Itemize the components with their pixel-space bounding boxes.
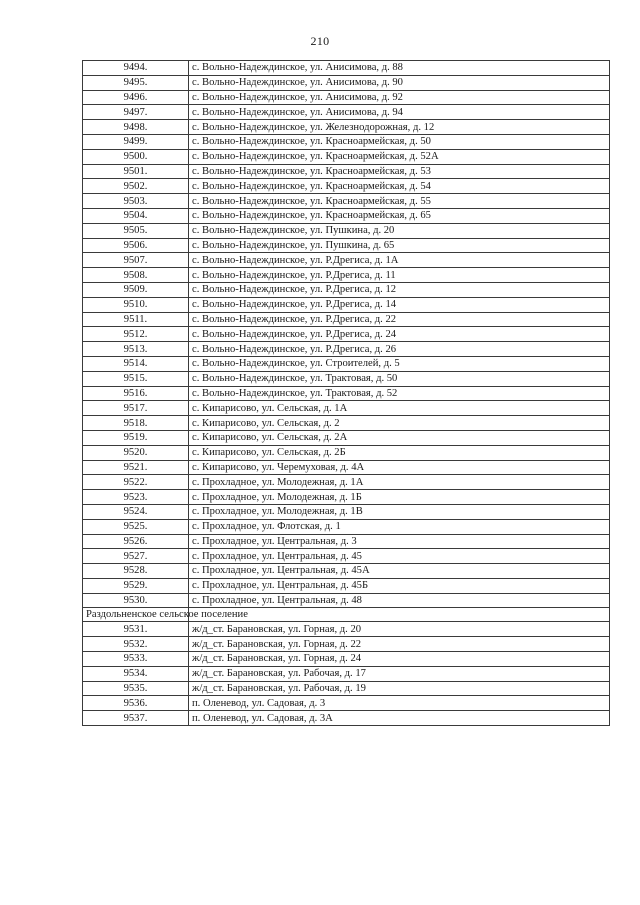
row-address: с. Вольно-Надеждинское, ул. Р.Дрегиса, д. 24 bbox=[189, 327, 610, 342]
row-number: 9523. bbox=[83, 490, 189, 505]
row-number: 9494. bbox=[83, 61, 189, 76]
row-address: с. Кипарисово, ул. Сельская, д. 2Б bbox=[189, 445, 610, 460]
row-number: 9500. bbox=[83, 149, 189, 164]
row-number: 9516. bbox=[83, 386, 189, 401]
row-number: 9515. bbox=[83, 371, 189, 386]
table-row bbox=[83, 134, 610, 149]
row-number: 9502. bbox=[83, 179, 189, 194]
table-row bbox=[83, 342, 610, 357]
row-address: с. Вольно-Надеждинское, ул. Анисимова, д. 92 bbox=[189, 90, 610, 105]
row-address: с. Вольно-Надеждинское, ул. Строителей, д. 5 bbox=[189, 356, 610, 371]
section-row bbox=[83, 608, 610, 622]
row-address: с. Вольно-Надеждинское, ул. Анисимова, д. 94 bbox=[189, 105, 610, 120]
row-number: 9533. bbox=[83, 652, 189, 667]
row-address: с. Прохладное, ул. Центральная, д. 45А bbox=[189, 564, 610, 579]
table-row bbox=[83, 386, 610, 401]
row-address: с. Вольно-Надеждинское, ул. Анисимова, д. 88 bbox=[189, 61, 610, 76]
row-address: ж/д_ст. Барановская, ул. Горная, д. 20 bbox=[189, 622, 610, 637]
row-address: с. Прохладное, ул. Молодежная, д. 1В bbox=[189, 504, 610, 519]
table-row bbox=[83, 666, 610, 681]
row-number: 9503. bbox=[83, 194, 189, 209]
row-address: с. Вольно-Надеждинское, ул. Трактовая, д. 50 bbox=[189, 371, 610, 386]
table-row bbox=[83, 490, 610, 505]
section-address-cell bbox=[189, 608, 610, 622]
row-address: с. Кипарисово, ул. Сельская, д. 2А bbox=[189, 430, 610, 445]
table-body-part2 bbox=[83, 622, 610, 726]
table-row bbox=[83, 179, 610, 194]
row-number: 9525. bbox=[83, 519, 189, 534]
row-number: 9496. bbox=[83, 90, 189, 105]
row-address: с. Вольно-Надеждинское, ул. Р.Дрегиса, д. 14 bbox=[189, 297, 610, 312]
table-row bbox=[83, 312, 610, 327]
row-address: с. Вольно-Надеждинское, ул. Красноармейская, д. 52А bbox=[189, 149, 610, 164]
row-number: 9529. bbox=[83, 578, 189, 593]
row-address: с. Вольно-Надеждинское, ул. Красноармейская, д. 55 bbox=[189, 194, 610, 209]
table-row bbox=[83, 549, 610, 564]
row-address: с. Вольно-Надеждинское, ул. Пушкина, д. 65 bbox=[189, 238, 610, 253]
table-row bbox=[83, 223, 610, 238]
table-row bbox=[83, 75, 610, 90]
row-address: с. Кипарисово, ул. Черемуховая, д. 4А bbox=[189, 460, 610, 475]
row-number: 9532. bbox=[83, 637, 189, 652]
table-row bbox=[83, 149, 610, 164]
row-address: ж/д_ст. Барановская, ул. Горная, д. 24 bbox=[189, 652, 610, 667]
row-number: 9508. bbox=[83, 268, 189, 283]
table-row bbox=[83, 120, 610, 135]
row-address: с. Прохладное, ул. Центральная, д. 45 bbox=[189, 549, 610, 564]
row-number: 9531. bbox=[83, 622, 189, 637]
row-address: с. Прохладное, ул. Молодежная, д. 1А bbox=[189, 475, 610, 490]
row-number: 9517. bbox=[83, 401, 189, 416]
page-number: 210 bbox=[310, 34, 330, 48]
address-table bbox=[82, 60, 610, 726]
row-number: 9521. bbox=[83, 460, 189, 475]
row-number: 9535. bbox=[83, 681, 189, 696]
table-row bbox=[83, 282, 610, 297]
row-number: 9497. bbox=[83, 105, 189, 120]
row-address: ж/д_ст. Барановская, ул. Рабочая, д. 19 bbox=[189, 681, 610, 696]
table-section bbox=[83, 608, 610, 622]
row-address: с. Прохладное, ул. Центральная, д. 45Б bbox=[189, 578, 610, 593]
table-row bbox=[83, 460, 610, 475]
table-row bbox=[83, 90, 610, 105]
row-address: с. Прохладное, ул. Флотская, д. 1 bbox=[189, 519, 610, 534]
table-row bbox=[83, 652, 610, 667]
row-number: 9498. bbox=[83, 120, 189, 135]
row-address: с. Вольно-Надеждинское, ул. Анисимова, д. 90 bbox=[189, 75, 610, 90]
table-row bbox=[83, 578, 610, 593]
table-row bbox=[83, 356, 610, 371]
table-row bbox=[83, 593, 610, 608]
row-number: 9537. bbox=[83, 711, 189, 726]
table-row bbox=[83, 61, 610, 76]
row-address: с. Кипарисово, ул. Сельская, д. 2 bbox=[189, 416, 610, 431]
row-number: 9504. bbox=[83, 208, 189, 223]
table-row bbox=[83, 208, 610, 223]
row-number: 9513. bbox=[83, 342, 189, 357]
row-number: 9511. bbox=[83, 312, 189, 327]
row-number: 9501. bbox=[83, 164, 189, 179]
row-address: с. Вольно-Надеждинское, ул. Красноармейская, д. 65 bbox=[189, 208, 610, 223]
row-address: ж/д_ст. Барановская, ул. Рабочая, д. 17 bbox=[189, 666, 610, 681]
row-address: ж/д_ст. Барановская, ул. Горная, д. 22 bbox=[189, 637, 610, 652]
table-row bbox=[83, 564, 610, 579]
row-address: с. Вольно-Надеждинское, ул. Трактовая, д. 52 bbox=[189, 386, 610, 401]
row-number: 9505. bbox=[83, 223, 189, 238]
table-row bbox=[83, 681, 610, 696]
row-address: с. Вольно-Надеждинское, ул. Р.Дрегиса, д. 11 bbox=[189, 268, 610, 283]
row-number: 9524. bbox=[83, 504, 189, 519]
table-row bbox=[83, 519, 610, 534]
row-address: с. Вольно-Надеждинское, ул. Р.Дрегиса, д. 1А bbox=[189, 253, 610, 268]
table-row bbox=[83, 475, 610, 490]
row-number: 9512. bbox=[83, 327, 189, 342]
row-address: п. Оленевод, ул. Садовая, д. 3А bbox=[189, 711, 610, 726]
table-body-part1 bbox=[83, 61, 610, 608]
row-address: с. Вольно-Надеждинское, ул. Р.Дрегиса, д. 26 bbox=[189, 342, 610, 357]
row-number: 9506. bbox=[83, 238, 189, 253]
row-address: с. Кипарисово, ул. Сельская, д. 1А bbox=[189, 401, 610, 416]
row-address: п. Оленевод, ул. Садовая, д. 3 bbox=[189, 696, 610, 711]
row-number: 9495. bbox=[83, 75, 189, 90]
row-address: с. Вольно-Надеждинское, ул. Красноармейская, д. 54 bbox=[189, 179, 610, 194]
table-row bbox=[83, 194, 610, 209]
table-row bbox=[83, 445, 610, 460]
row-number: 9536. bbox=[83, 696, 189, 711]
row-number: 9530. bbox=[83, 593, 189, 608]
table-row bbox=[83, 238, 610, 253]
table-row bbox=[83, 504, 610, 519]
row-address: с. Вольно-Надеждинское, ул. Пушкина, д. 20 bbox=[189, 223, 610, 238]
table-row bbox=[83, 297, 610, 312]
row-address: с. Прохладное, ул. Центральная, д. 48 bbox=[189, 593, 610, 608]
row-address: с. Вольно-Надеждинское, ул. Р.Дрегиса, д. 22 bbox=[189, 312, 610, 327]
table-row bbox=[83, 711, 610, 726]
table-row bbox=[83, 327, 610, 342]
section-label: Раздольненское сельское поселение bbox=[83, 608, 189, 622]
row-address: с. Вольно-Надеждинское, ул. Красноармейская, д. 53 bbox=[189, 164, 610, 179]
table-row bbox=[83, 637, 610, 652]
row-number: 9510. bbox=[83, 297, 189, 312]
row-number: 9528. bbox=[83, 564, 189, 579]
table-row bbox=[83, 164, 610, 179]
row-number: 9509. bbox=[83, 282, 189, 297]
table-row bbox=[83, 401, 610, 416]
table-row bbox=[83, 534, 610, 549]
row-address: с. Вольно-Надеждинское, ул. Красноармейская, д. 50 bbox=[189, 134, 610, 149]
row-address: с. Прохладное, ул. Молодежная, д. 1Б bbox=[189, 490, 610, 505]
row-number: 9527. bbox=[83, 549, 189, 564]
table-row bbox=[83, 268, 610, 283]
table-row bbox=[83, 253, 610, 268]
row-number: 9520. bbox=[83, 445, 189, 460]
row-address: с. Прохладное, ул. Центральная, д. 3 bbox=[189, 534, 610, 549]
row-number: 9526. bbox=[83, 534, 189, 549]
row-number: 9507. bbox=[83, 253, 189, 268]
table-row bbox=[83, 696, 610, 711]
row-number: 9522. bbox=[83, 475, 189, 490]
table-row bbox=[83, 105, 610, 120]
row-number: 9534. bbox=[83, 666, 189, 681]
row-number: 9514. bbox=[83, 356, 189, 371]
table-row bbox=[83, 430, 610, 445]
row-address: с. Вольно-Надеждинское, ул. Р.Дрегиса, д. 12 bbox=[189, 282, 610, 297]
row-number: 9518. bbox=[83, 416, 189, 431]
table-row bbox=[83, 622, 610, 637]
row-number: 9519. bbox=[83, 430, 189, 445]
row-address: с. Вольно-Надеждинское, ул. Железнодорожная, д. 12 bbox=[189, 120, 610, 135]
table-row bbox=[83, 371, 610, 386]
row-number: 9499. bbox=[83, 134, 189, 149]
table-row bbox=[83, 416, 610, 431]
